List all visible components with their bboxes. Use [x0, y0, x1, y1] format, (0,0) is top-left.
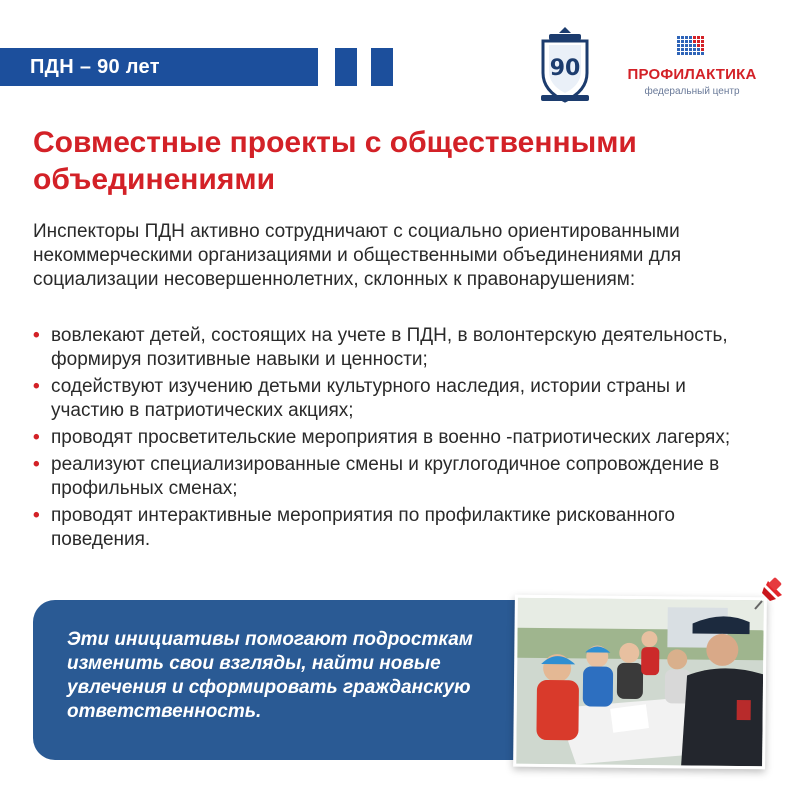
bullet-icon: • [33, 505, 40, 526]
bullet-icon: • [33, 454, 40, 475]
logo-subtitle: федеральный центр [644, 86, 740, 97]
page-title: Совместные проекты с общественными объединениями [33, 126, 637, 196]
logo-name: ПРОФИЛАКТИКА [627, 66, 757, 83]
banner-label: ПДН – 90 лет [30, 55, 160, 78]
pushpin-icon [752, 575, 788, 611]
bullet-icon: • [33, 325, 40, 346]
intro-paragraph: Инспекторы ПДН активно сотрудничают с социально ориентированными некоммерческими организациями и общественными объединениями для социализации несовершеннолетних, склонных к правонарушениям: [33, 221, 682, 290]
list-item-text: вовлекают детей, состоящих на учете в ПДН, в волонтерскую деятельность, формируя позитивные навыки и ценности; [51, 325, 728, 370]
emblem-number: 90 [549, 56, 581, 81]
list-item [33, 324, 763, 372]
anniversary-emblem-icon [535, 25, 595, 105]
list-item [33, 453, 763, 501]
bullet-icon: • [33, 427, 40, 448]
callout-text: Эти инициативы помогают подросткам изменить свои взгляды, найти новые увлечения и сформировать гражданскую ответственность. [67, 629, 473, 722]
list-item-text: проводят просветительские мероприятия в военно -патриотических лагерях; [51, 427, 731, 448]
photo-illustration [516, 598, 764, 767]
logo-grid-icon [677, 36, 707, 58]
callout-box [33, 600, 563, 760]
header-banner [0, 48, 318, 86]
list-item [33, 504, 763, 552]
list-item [33, 426, 763, 450]
activity-list [33, 324, 763, 555]
list-item-text: реализуют специализированные смены и круглогодичное сопровождение в профильных сменах; [51, 454, 720, 499]
list-item-text: проводят интерактивные мероприятия по профилактике рискованного поведения. [51, 505, 675, 550]
decorative-block [335, 48, 357, 86]
profilaktika-logo [612, 36, 772, 96]
decorative-block [371, 48, 393, 86]
list-item [33, 375, 763, 423]
event-photo [513, 595, 767, 770]
list-item-text: содействуют изучению детьми культурного наследия, истории страны и участию в патриотических акциях; [51, 376, 686, 421]
bullet-icon: • [33, 376, 40, 397]
